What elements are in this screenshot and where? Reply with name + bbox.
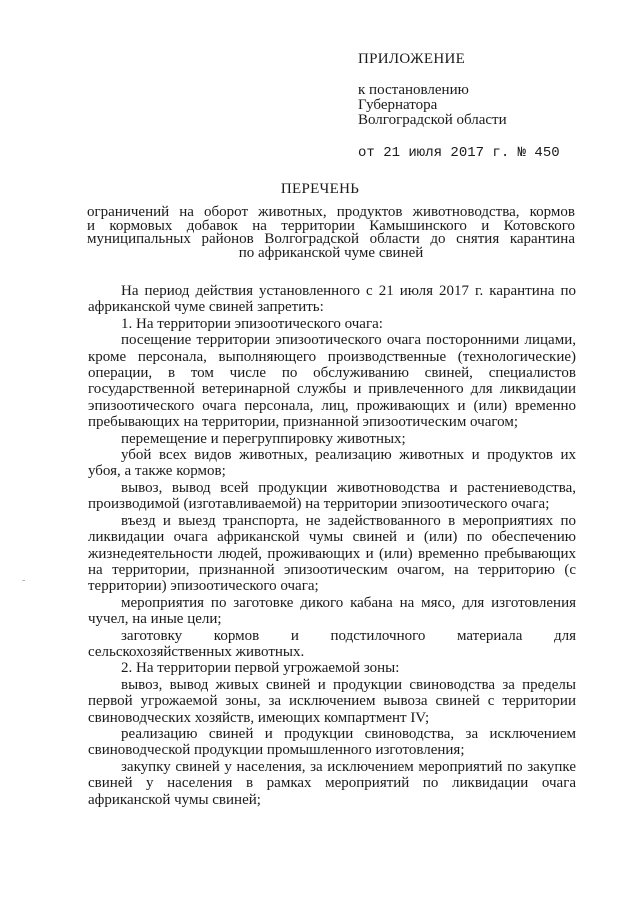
- appendix-line: Губернатора: [358, 97, 438, 113]
- paragraph: посещение территории эпизоотического очага посторонними лицами, кроме персонала, выполняющего производственные (технологические) операции, в том числе по обслуживанию свиней, специалистов государственной ветеринарной службы и привлеченного для ликвидации эпизоотического очага персонала, лиц, проживающих и (или) временно пребывающих на территории, признанной эпизоотическим очагом;: [88, 332, 576, 431]
- document-title: ПЕРЕЧЕНЬ: [280, 181, 360, 197]
- appendix-line: к постановлению: [358, 82, 469, 98]
- subtitle-line: ограничений на оборот животных, продуктов животноводства, кормов: [87, 204, 575, 220]
- paragraph: въезд и выезд транспорта, не задействованного в мероприятиях по ликвидации очага африканской чумы свиней и (или) по обеспечению жизнедеятельности людей, проживающих и (или) временно пребывающих на территории, признанной эпизоотическим очагом, на территорию (с территории) эпизоотического очага;: [88, 512, 576, 595]
- decree-date-number: от 21 июля 2017 г. № 450: [358, 145, 560, 161]
- paragraph: мероприятия по заготовке дикого кабана на мясо, для изготовления чучел, на иные цели;: [88, 594, 576, 628]
- paragraph: На период действия установленного с 21 июля 2017 г. карантина по африканской чуме свиней запретить:: [88, 283, 576, 316]
- paragraph: реализацию свиней и продукции свиноводства, за исключением свиноводческой продукции промышленного изготовления;: [88, 725, 576, 759]
- paragraph: закупку свиней у населения, за исключением мероприятий по закупке свиней у населения в рамках мероприятий по ликвидации очага африканской чумы свиней;: [88, 758, 576, 808]
- paragraph: убой всех видов животных, реализацию животных и продуктов их убоя, а также кормов;: [88, 447, 576, 480]
- scan-mark: -: [22, 575, 26, 586]
- document-body: [88, 283, 576, 808]
- appendix-line: Волгоградской области: [358, 112, 507, 128]
- paragraph: вывоз, вывод всей продукции животноводства и растениеводства, производимой (изготавливаемой) на территории эпизоотического очага;: [88, 479, 576, 513]
- paragraph: перемещение и перегруппировку животных;: [121, 430, 406, 447]
- paragraph: вывоз, вывод живых свиней и продукции свиноводства за пределы первой угрожаемой зоны, за исключением вывоза свиней с территории свиноводческих хозяйств, имеющих компартмент IV;: [88, 676, 576, 726]
- subtitle-line: по африканской чуме свиней: [238, 244, 424, 261]
- subtitle-line: и кормовых добавок на территории Камышинского и Котовского: [87, 217, 575, 234]
- document-subtitle: [87, 206, 575, 260]
- appendix-heading: ПРИЛОЖЕНИЕ: [358, 51, 466, 67]
- section-heading: 2. На территории первой угрожаемой зоны:: [121, 660, 400, 677]
- section-heading: 1. На территории эпизоотического очага:: [121, 315, 383, 332]
- appendix-block: [358, 52, 560, 161]
- subtitle-line: муниципальных районов Волгоградской области до снятия карантина: [87, 231, 575, 247]
- paragraph: заготовку кормов и подстилочного материала для сельскохозяйственных животных.: [88, 627, 576, 660]
